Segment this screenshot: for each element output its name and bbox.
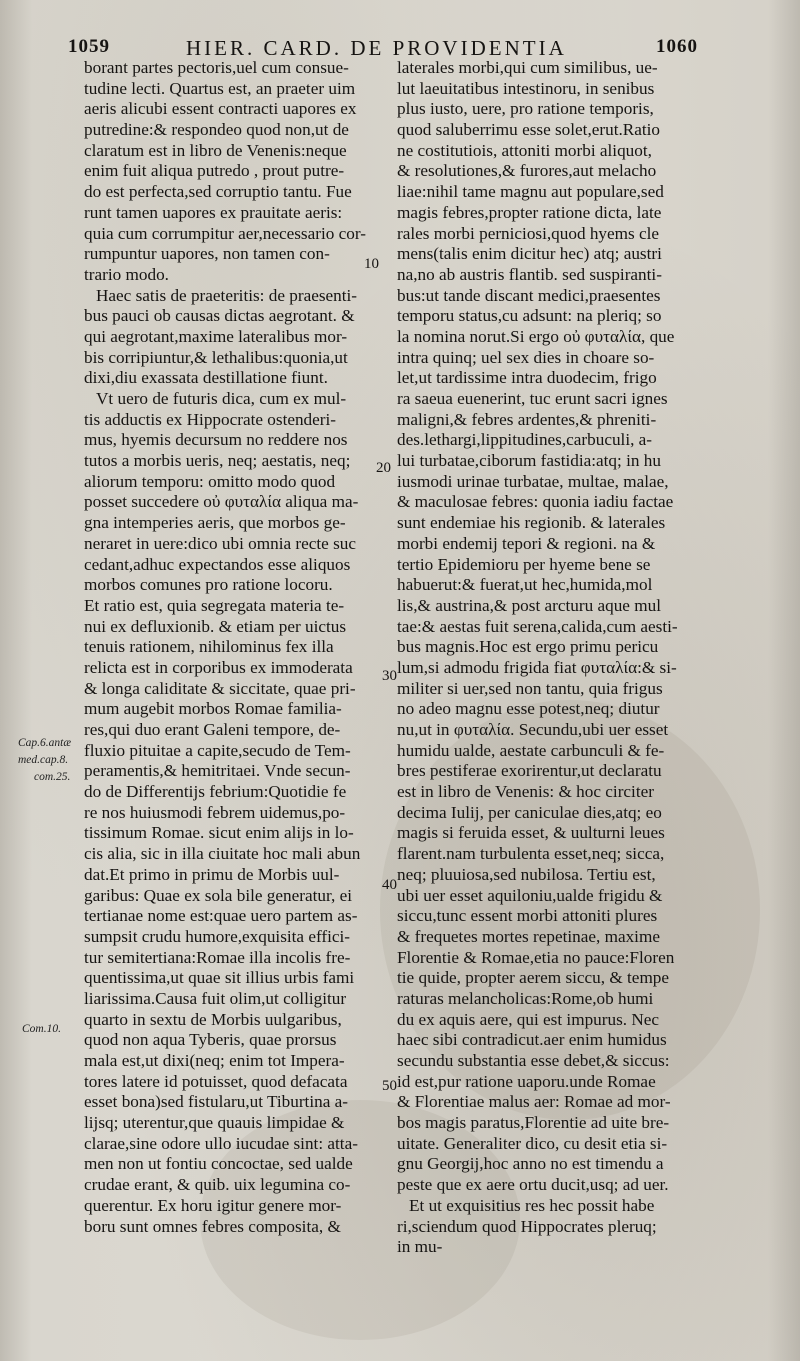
text-line: Florentie & Romae,etia no pauce:Floren: [397, 947, 675, 967]
text-line: decima Iulij, per caniculae dies,atq; eo: [397, 802, 662, 822]
text-line: neraret in uere:dico ubi omnia recte suc: [84, 533, 357, 553]
running-title: HIER. CARD. DE PROVIDENTIA: [186, 36, 567, 60]
text-line: let,ut tardissime intra duodecim, frigo: [397, 368, 657, 388]
text-line: temporu status,cu adsunt: na pleriq; so: [397, 306, 662, 326]
text-line: plus iusto, uere, pro ratione temporis,: [397, 99, 654, 119]
text-line: quod saluberrimu esse solet,erut.Ratio: [397, 120, 661, 140]
text-line: habuerut:& fuerat,ut hec,humida,mol: [397, 575, 653, 595]
text-line: mala est,ut dixi(neq; enim tot Impera-: [84, 1051, 345, 1070]
text-line: clarae,sine odore ullo iucudae sint: atta-: [84, 1133, 358, 1153]
text-line: enim fuit aliqua putredo , prout putre-: [84, 161, 345, 181]
text-line: lut laeuitatibus intestinoru, in senibus: [397, 78, 655, 98]
text-line: laterales morbi,qui cum similibus, ue-: [397, 58, 658, 77]
text-line: liarissima.Causa fuit olim,ut colligitur: [84, 988, 347, 1008]
text-line: bis corripiuntur,& lethalibus:quonia,ut: [84, 347, 348, 367]
text-line: garibus: Quae ex sola bile generatur, ei: [84, 885, 353, 905]
text-line: rales morbi perniciosi,quod hyems cle: [397, 223, 660, 243]
text-line: posset succedere οὐ φυταλία aliqua ma-: [84, 492, 359, 512]
text-line: tutos a morbis ueris, neq; aestatis, neq;: [84, 451, 351, 471]
text-line: sunt endemiae his regionib. & laterales: [397, 513, 666, 533]
text-line: tores latere id potuisset, quod defacata: [84, 1071, 348, 1091]
text-line: Vt uero de futuris dica, cum ex mul-: [96, 389, 347, 408]
text-line: tertianae nome est:quae uero partem as-: [84, 906, 358, 926]
text-line: ubi uer esset aquiloniu,ualde frigidu &: [397, 885, 663, 905]
text-line: lum,si admodu frigida fiat φυταλία:& si-: [397, 657, 677, 677]
text-line: qui aegrotant,maxime lateralibus mor-: [84, 326, 348, 346]
text-line: Et ratio est, quia segregata materia te-: [84, 595, 345, 615]
text-line: dat.Et primo in primu de Morbis uul-: [84, 864, 340, 884]
text-line: quod non aqua Tyberis, quae prorsus: [84, 1030, 337, 1050]
text-line: na,no ab austris flantib. sed suspiranti-: [397, 264, 662, 284]
text-line: fluxio pituitae a capite,secudo de Tem-: [84, 740, 351, 760]
text-line: dixi,diu exassata destillatione fiunt.: [84, 368, 328, 388]
text-line: lijsq; uterentur,que quauis limpidae &: [84, 1113, 345, 1133]
text-line: quentissima,ut quae sit illius urbis fami: [84, 968, 355, 988]
text-line: men non ut fontiu concoctae, sed ualde: [84, 1154, 353, 1174]
text-line: la nomina norut.Si ergo οὐ φυταλία, que: [397, 326, 675, 346]
text-line: peramentis,& hemitritaei. Vnde secun-: [84, 761, 351, 781]
text-line: & maculosae febres: quonia iadiu factae: [397, 492, 674, 512]
text-line: militer si uer,sed non tantu, quia frigus: [397, 678, 663, 698]
text-line: bres pestiferae exorirentur,ut declaratu: [397, 761, 662, 781]
margin-note-com25: com.25.: [34, 771, 71, 783]
text-line: nu,ut in φυταλία. Secundu,ubi uer esset: [397, 720, 669, 739]
text-line: runt tamen uapores ex prauitate aeris:: [84, 202, 343, 222]
text-line: Et ut exquisitius res hec possit habe: [409, 1195, 655, 1215]
text-line: do est perfecta,sed corruptio tantu. Fue: [84, 182, 352, 202]
text-line: aliorum temporu: omitto modo quod: [84, 471, 336, 491]
text-line: gna intemperies aeris, que morbos ge-: [84, 513, 346, 533]
text-line: rumpuntur uapores, non tamen con-: [84, 244, 330, 264]
text-line: tie quide, propter aerem siccu, & tempe: [397, 968, 670, 988]
right-text-column: [397, 58, 712, 1258]
text-line: flarent.nam turbulenta esset,neq; sicca,: [397, 844, 665, 864]
text-line: tertio Epidemioru per hyeme bene se: [397, 554, 651, 574]
margin-note-cap: Cap.6.antæ: [18, 737, 72, 749]
text-line: res,qui duo erant Galeni tempore, de-: [84, 720, 341, 739]
text-line: uitate. Generaliter dico, cu desit etia si-: [397, 1133, 668, 1153]
left-text-column: [84, 58, 384, 1237]
text-line: bus magnis.Hoc est ergo primu pericu: [397, 637, 659, 657]
text-line: mum augebit morbos Romae familia-: [84, 699, 342, 719]
margin-note-med: med.cap.8.: [18, 754, 69, 766]
text-line: gnu Georgij,hoc anno no est timendu a: [397, 1154, 664, 1174]
text-line: tudine lecti. Quartus est, an praeter uim: [84, 78, 356, 98]
text-line: cis alia, sic in illa ciuitate hoc mali abun: [84, 844, 361, 864]
text-line: siccu,tunc essent morbi attoniti plures: [397, 906, 658, 926]
text-line: & Florentiae malus aer: Romae ad mor-: [397, 1092, 671, 1112]
text-line: tur semitertiana:Romae illa incolis fre-: [84, 947, 351, 967]
text-line: lis,& austrina,& post arcturu aque mul: [397, 595, 661, 615]
text-line: maligni,& febres ardentes,& phreniti-: [397, 409, 657, 429]
text-line: & frequetes mortes repetinae, maxime: [397, 926, 660, 946]
text-line: claratum est in libro de Venenis:neque: [84, 140, 347, 160]
text-line: neq; pluuiosa,sed nubilosa. Tertiu est,: [397, 864, 656, 884]
text-line: tae:& aestas fuit serena,calida,cum aesti-: [397, 616, 678, 636]
text-line: ra saeua euenerint, tuc erunt sacri ignes: [397, 389, 668, 408]
text-line: secundu substantia esse debet,& siccus:: [397, 1051, 670, 1070]
text-line: crudae erant, & quib. uix legumina co-: [84, 1175, 351, 1195]
text-line: in mu-: [397, 1237, 443, 1257]
page-number-right: 1060: [656, 36, 698, 57]
text-line: iusmodi urinae turbatae, multae, malae,: [397, 471, 669, 491]
text-line: trario modo.: [84, 264, 169, 284]
text-line: du ex aquis aere, qui est impurus. Nec: [397, 1009, 660, 1029]
line-number: 40: [382, 877, 397, 893]
text-line: sumpsit crudu humore,exquisita effici-: [84, 926, 351, 946]
text-line: intra quinq; uel sex dies in choare so-: [397, 347, 655, 367]
text-line: magis febres,propter ratione dicta, late: [397, 202, 662, 222]
line-number: 50: [382, 1078, 397, 1094]
text-line: des.lethargi,lippitudines,carbuculi, a-: [397, 430, 653, 450]
text-line: Haec satis de praeteritis: de praesenti-: [96, 285, 358, 305]
page-number-left: 1059: [68, 36, 110, 57]
text-line: cedant,adhuc expectandos esse aliquos: [84, 554, 351, 574]
text-line: magis si feruida esset, & uulturni leues: [397, 823, 665, 843]
text-line: no adeo magnu esse potest,neq; diutur: [397, 699, 660, 719]
text-line: mus, hyemis decursum no reddere nos: [84, 430, 348, 450]
text-line: morbi endemij tepori & regioni. na &: [397, 533, 656, 553]
text-line: peste que ex aere ortu ducit,usq; ad uer.: [397, 1175, 669, 1195]
text-line: haec sibi contradicut.aer enim humidus: [397, 1030, 667, 1050]
text-line: querentur. Ex horu igitur genere mor-: [84, 1195, 342, 1215]
text-line: do de Differentijs febrium:Quotidie fe: [84, 782, 347, 802]
text-line: tenuis rationem, nihilominus fex illa: [84, 637, 334, 657]
text-line: est in libro de Venenis: & hoc circiter: [397, 782, 654, 802]
text-line: ne costitutiois, attoniti morbi aliquot,: [397, 140, 652, 160]
text-line: bos magis paratus,Florentie ad uite bre-: [397, 1113, 670, 1133]
text-line: tis adductis ex Hippocrate ostenderi-: [84, 409, 337, 429]
text-line: quarto in sextu de Morbis uulgaribus,: [84, 1009, 342, 1029]
line-number: 30: [382, 668, 397, 684]
text-line: id est,pur ratione uaporu.unde Romae: [397, 1071, 656, 1091]
text-line: borant partes pectoris,uel cum consue-: [84, 58, 349, 77]
text-line: esset bona)sed fistularu,ut Tiburtina a-: [84, 1092, 348, 1112]
text-line: boru sunt omnes febres composita, &: [84, 1216, 341, 1236]
text-line: tissimum Romae. sicut enim alijs in lo-: [84, 823, 354, 843]
text-line: putredine:& respondeo quod non,ut de: [84, 120, 349, 140]
text-line: ri,sciendum quod Hippocrates pleruq;: [397, 1216, 657, 1236]
line-number: 10: [364, 256, 379, 272]
text-line: nui ex defluxionib. & etiam per uictus: [84, 616, 347, 636]
text-line: relicta est in corporibus ex immoderata: [84, 657, 353, 677]
text-line: & longa caliditate & siccitate, quae pri-: [84, 678, 356, 698]
text-line: liae:nihil tame magnu aut populare,sed: [397, 182, 664, 202]
text-line: re nos huiusmodi febrem uidemus,po-: [84, 802, 346, 822]
text-line: aeris alicubi essent contracti uapores ex: [84, 99, 357, 119]
text-line: quia cum corrumpitur aer,necessario cor-: [84, 223, 366, 243]
text-line: humidu ualde, aestate carbunculi & fe-: [397, 740, 665, 760]
margin-note-com10: Com.10.: [22, 1023, 61, 1035]
text-line: mens(talis enim dicitur hec) atq; austri: [397, 244, 662, 264]
text-line: lui turbatae,ciborum fastidia:atq; in hu: [397, 451, 661, 471]
text-line: bus:ut tande discant medici,praesentes: [397, 285, 661, 305]
text-line: & resolutiones,& furores,aut melacho: [397, 161, 657, 181]
line-number: 20: [376, 460, 391, 476]
text-line: raturas melancholicas:Rome,ob humi: [397, 988, 654, 1008]
text-line: bus pauci ob causas dictas aegrotant. &: [84, 306, 355, 326]
text-line: morbos comunes pro ratione locoru.: [84, 575, 333, 595]
